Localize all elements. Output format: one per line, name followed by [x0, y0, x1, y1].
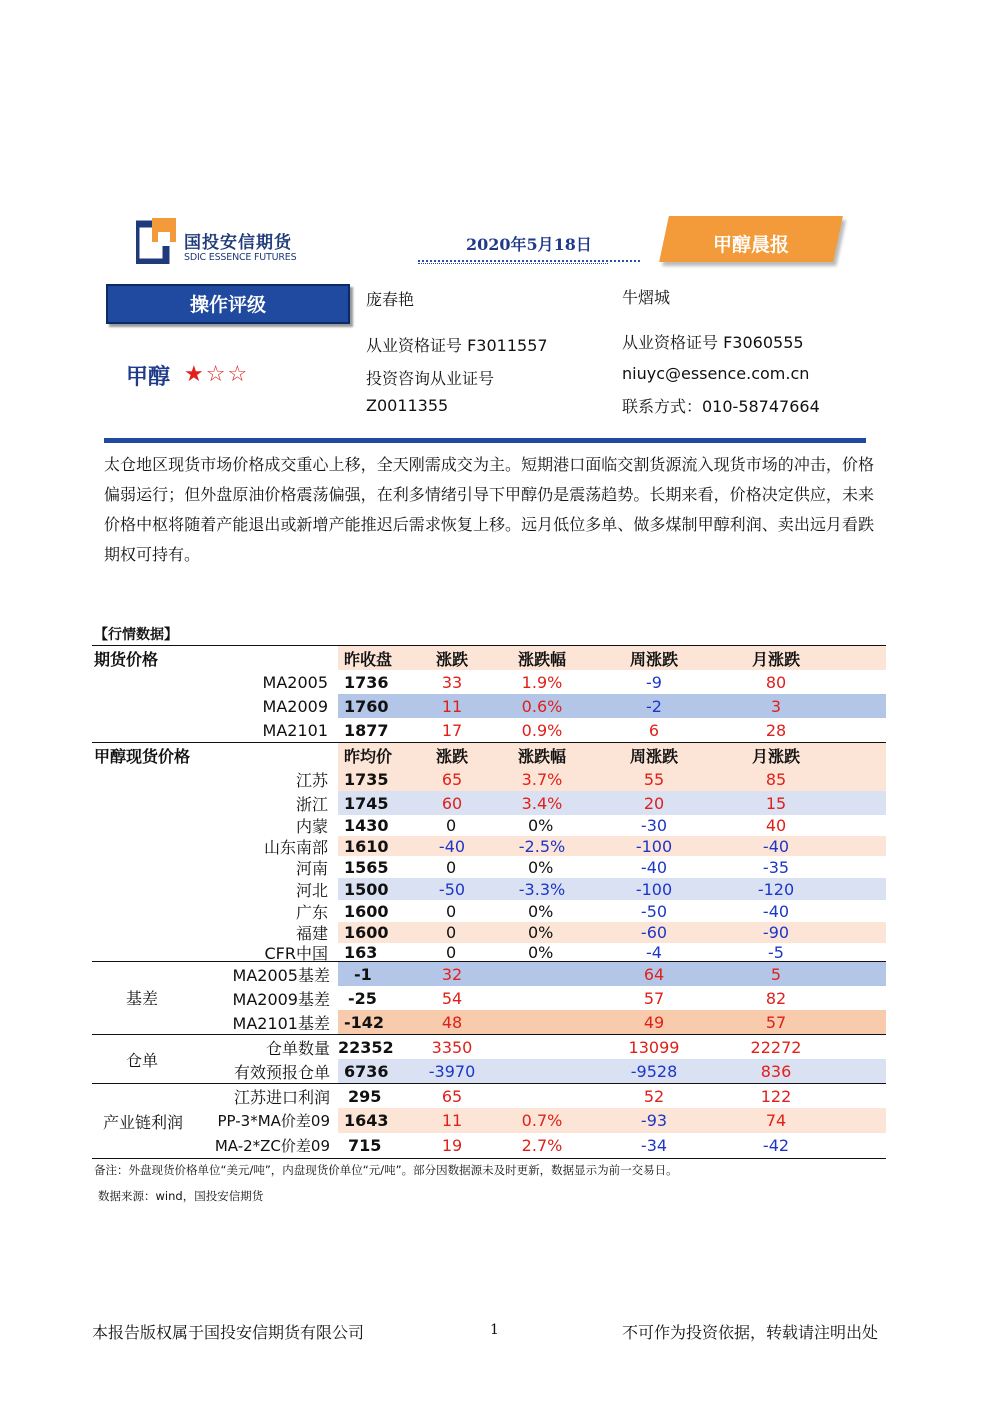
row-value: 1745 — [344, 793, 389, 813]
row-month: 28 — [765, 720, 787, 740]
row-label: 福建 — [295, 924, 328, 943]
table-row — [92, 718, 886, 742]
col-header: 月涨跌 — [751, 649, 800, 669]
row-pct: 0.7% — [521, 1111, 563, 1130]
row-change: 11 — [441, 696, 463, 716]
row-month: 57 — [765, 1012, 787, 1032]
row-change: -40 — [438, 836, 466, 856]
row-value: 1643 — [344, 1111, 389, 1130]
row-week: -4 — [646, 942, 662, 962]
rating-label-box — [106, 284, 350, 324]
basis-group-label: 基差 — [125, 989, 158, 1008]
row-label: 有效预报仓单 — [233, 1062, 330, 1082]
date-underline-2 — [418, 263, 608, 264]
row-label: PP-3*MA价差09 — [217, 1112, 330, 1130]
page-number: 1 — [490, 1322, 499, 1338]
row-week: -2 — [646, 696, 662, 716]
data-source: 数据来源：wind，国投安信期货 — [98, 1189, 264, 1203]
row-pct: 1.9% — [521, 672, 563, 692]
rating-stars: ★☆☆ — [184, 362, 250, 387]
row-month: 74 — [765, 1111, 787, 1130]
analyst-2-email[interactable]: niuyc@essence.com.cn — [622, 364, 810, 383]
spot-category: 甲醇现货价格 — [94, 746, 191, 766]
row-week: -34 — [640, 1136, 668, 1155]
row-change: 3350 — [431, 1037, 473, 1057]
row-change: 65 — [441, 1086, 463, 1106]
row-pct: 3.4% — [521, 793, 563, 813]
table-row — [92, 1084, 886, 1108]
row-pct: 0% — [528, 901, 554, 921]
table-title: 【行情数据】 — [94, 627, 178, 643]
row-change: 0 — [446, 923, 457, 942]
row-month: 122 — [760, 1086, 792, 1106]
rating-product: 甲醇 — [126, 365, 171, 390]
row-month: 5 — [770, 964, 782, 984]
row-value: 1500 — [344, 879, 389, 899]
row-week: -9528 — [630, 1061, 678, 1081]
row-change: 0 — [446, 942, 457, 962]
row-value: 1735 — [344, 769, 389, 789]
row-pct: -3.3% — [518, 879, 566, 899]
row-change: 33 — [441, 672, 463, 692]
table-rule — [92, 1158, 886, 1159]
row-value: 1760 — [344, 696, 389, 716]
row-label: 山东南部 — [263, 837, 328, 857]
row-value: 22352 — [338, 1037, 394, 1057]
row-value: -25 — [348, 988, 377, 1008]
report-title: 甲醇晨报 — [712, 234, 789, 256]
futures-header-row — [92, 646, 886, 670]
table-row — [92, 943, 886, 961]
row-week: -50 — [640, 901, 668, 921]
row-change: 0 — [446, 857, 457, 877]
row-month: -40 — [762, 901, 790, 921]
row-month: 3 — [770, 696, 782, 716]
row-pct: 0.6% — [521, 696, 563, 716]
row-week: -100 — [635, 879, 673, 899]
row-month: -120 — [757, 879, 795, 899]
row-week: -93 — [640, 1111, 668, 1130]
row-value: 1610 — [344, 836, 389, 856]
col-header: 涨跌幅 — [517, 746, 566, 766]
col-header: 涨跌幅 — [517, 649, 566, 669]
table-note: 备注：外盘现货价格单位“美元/吨”，内盘现货价单位“元/吨”。部分因数据源未及时更新，数据显示为前一交易日。 — [94, 1163, 678, 1177]
col-header: 周涨跌 — [629, 649, 678, 669]
row-label: MA2009基差 — [232, 989, 330, 1009]
row-week: -30 — [640, 816, 668, 835]
row-label: MA2009 — [262, 696, 328, 716]
row-week: 64 — [643, 964, 665, 984]
row-month: 85 — [765, 769, 787, 789]
table-row — [92, 1108, 886, 1133]
warrant-group-label: 仓单 — [125, 1051, 158, 1070]
col-header: 昨收盘 — [343, 649, 392, 669]
col-header: 月涨跌 — [751, 746, 800, 766]
row-label: 江苏进口利润 — [233, 1087, 330, 1107]
row-value: 163 — [344, 942, 378, 962]
row-value: 1565 — [344, 857, 389, 877]
row-month: 80 — [765, 672, 787, 692]
table-row — [92, 1010, 886, 1034]
table-row — [92, 1133, 886, 1158]
row-label: MA2101基差 — [232, 1013, 330, 1033]
row-pct: 0% — [528, 816, 554, 835]
row-label: 河南 — [295, 858, 328, 878]
row-week: 13099 — [628, 1037, 680, 1057]
row-pct: -2.5% — [518, 836, 566, 856]
row-pct: 0% — [528, 857, 554, 877]
profit-group-label: 产业链利润 — [102, 1113, 183, 1132]
row-pct: 3.7% — [521, 769, 563, 789]
row-value: 1600 — [344, 923, 389, 942]
analyst-1-consult-label: 投资咨询从业证号 — [366, 369, 495, 388]
table-row — [92, 856, 886, 878]
row-change: 19 — [441, 1136, 463, 1155]
logo-text-cn: 国投安信期货 — [184, 233, 292, 253]
row-pct: 0.9% — [521, 720, 563, 740]
row-week: -40 — [640, 857, 668, 877]
row-label: 内蒙 — [295, 817, 328, 836]
row-value: 1600 — [344, 901, 389, 921]
row-week: 52 — [643, 1086, 665, 1106]
row-week: 6 — [648, 720, 660, 740]
row-month: -35 — [762, 857, 790, 877]
row-label: MA2005基差 — [232, 965, 330, 985]
row-change: 60 — [441, 793, 463, 813]
futures-category: 期货价格 — [94, 649, 159, 669]
company-logo — [136, 218, 306, 268]
row-month: -40 — [762, 836, 790, 856]
row-value: 1877 — [344, 720, 389, 740]
table-row — [92, 1059, 886, 1083]
logo-text-en: SDIC ESSENCE FUTURES — [184, 252, 297, 263]
table-row — [92, 694, 886, 718]
table-row — [92, 986, 886, 1010]
table-row — [92, 900, 886, 922]
market-summary: 太仓地区现货市场价格成交重心上移，全天刚需成交为主。短期港口面临交割货源流入现货市场的冲击，价格偏弱运行；但外盘原油价格震荡偏强，在利多情绪引导下甲醇仍是震荡趋势。长期来看，价格决定供应，未来价格中枢将随着产能退出或新增产能推迟后需求恢复上移。远月低位多单、做多煤制甲醇利润、卖出远月看跌期权可持有。 — [104, 455, 874, 564]
row-change: 0 — [446, 901, 457, 921]
table-row — [92, 878, 886, 900]
analyst-2-phone: 联系方式：010-58747664 — [622, 397, 820, 416]
row-label: MA2101 — [262, 720, 328, 740]
row-week: -60 — [640, 923, 668, 942]
row-pct — [502, 1084, 582, 1108]
row-change: 48 — [441, 1012, 463, 1032]
row-label: 江苏 — [295, 770, 328, 790]
table-row — [92, 767, 886, 791]
row-change: -50 — [438, 879, 466, 899]
row-change: 17 — [441, 720, 463, 740]
row-value: 6736 — [344, 1061, 389, 1081]
analyst-2-cert: 从业资格证号 F3060555 — [622, 333, 804, 352]
row-label: 仓单数量 — [265, 1038, 330, 1058]
row-value: 1430 — [344, 816, 389, 835]
table-row — [92, 836, 886, 856]
row-pct: 0% — [528, 942, 554, 962]
row-change: 11 — [441, 1111, 463, 1130]
analyst-2-name: 牛熠城 — [622, 288, 671, 307]
table-row — [92, 791, 886, 815]
row-pct: 2.7% — [521, 1136, 563, 1155]
spot-header-row — [92, 743, 886, 767]
table-row — [92, 670, 886, 694]
row-label: CFR中国 — [264, 943, 328, 963]
report-date: 2020年5月18日 — [466, 235, 592, 254]
footer-disclaimer: 不可作为投资依据，转载请注明出处 — [622, 1323, 879, 1342]
row-week: 57 — [643, 988, 665, 1008]
row-label: 浙江 — [295, 794, 328, 814]
col-header: 涨跌 — [435, 649, 468, 669]
row-month: 22272 — [750, 1037, 802, 1057]
row-label: 河北 — [295, 880, 328, 900]
row-month: 836 — [760, 1061, 792, 1081]
row-change: -3970 — [428, 1061, 476, 1081]
row-month: 15 — [765, 793, 787, 813]
col-header: 昨均价 — [343, 746, 392, 766]
section-divider — [104, 438, 866, 443]
date-underline — [418, 260, 640, 262]
logo-mark-icon — [136, 218, 180, 264]
row-week: 20 — [643, 793, 665, 813]
rating-label: 操作评级 — [189, 294, 266, 316]
row-week: 49 — [643, 1012, 665, 1032]
row-week: -100 — [635, 836, 673, 856]
table-row — [92, 1035, 886, 1059]
row-value: -1 — [354, 964, 372, 984]
row-value: 295 — [348, 1086, 382, 1106]
table-row — [92, 962, 886, 986]
row-change: 32 — [441, 964, 463, 984]
row-month: 82 — [765, 988, 787, 1008]
row-value: 715 — [348, 1136, 382, 1155]
row-month: -42 — [762, 1136, 790, 1155]
footer-copyright: 本报告版权属于国投安信期货有限公司 — [92, 1323, 365, 1342]
col-header: 周涨跌 — [629, 746, 678, 766]
col-header: 涨跌 — [435, 746, 468, 766]
row-month: -90 — [762, 923, 790, 942]
analyst-1-name: 庞春艳 — [366, 290, 415, 309]
row-week: 55 — [643, 769, 665, 789]
row-change: 54 — [441, 988, 463, 1008]
table-row — [92, 922, 886, 943]
table-row — [92, 815, 886, 836]
row-week: -9 — [646, 672, 662, 692]
row-month: 40 — [765, 816, 787, 835]
row-pct: 0% — [528, 923, 554, 942]
analyst-1-cert: 从业资格证号 F3011557 — [366, 336, 548, 355]
row-change: 0 — [446, 816, 457, 835]
row-label: MA-2*ZC价差09 — [214, 1137, 330, 1155]
row-label: 广东 — [295, 902, 328, 922]
analyst-1-consult-id: Z0011355 — [366, 396, 449, 415]
row-change: 65 — [441, 769, 463, 789]
row-month: -5 — [768, 942, 784, 962]
row-value: 1736 — [344, 672, 389, 692]
row-label: MA2005 — [262, 672, 328, 692]
row-value: -142 — [344, 1012, 385, 1032]
